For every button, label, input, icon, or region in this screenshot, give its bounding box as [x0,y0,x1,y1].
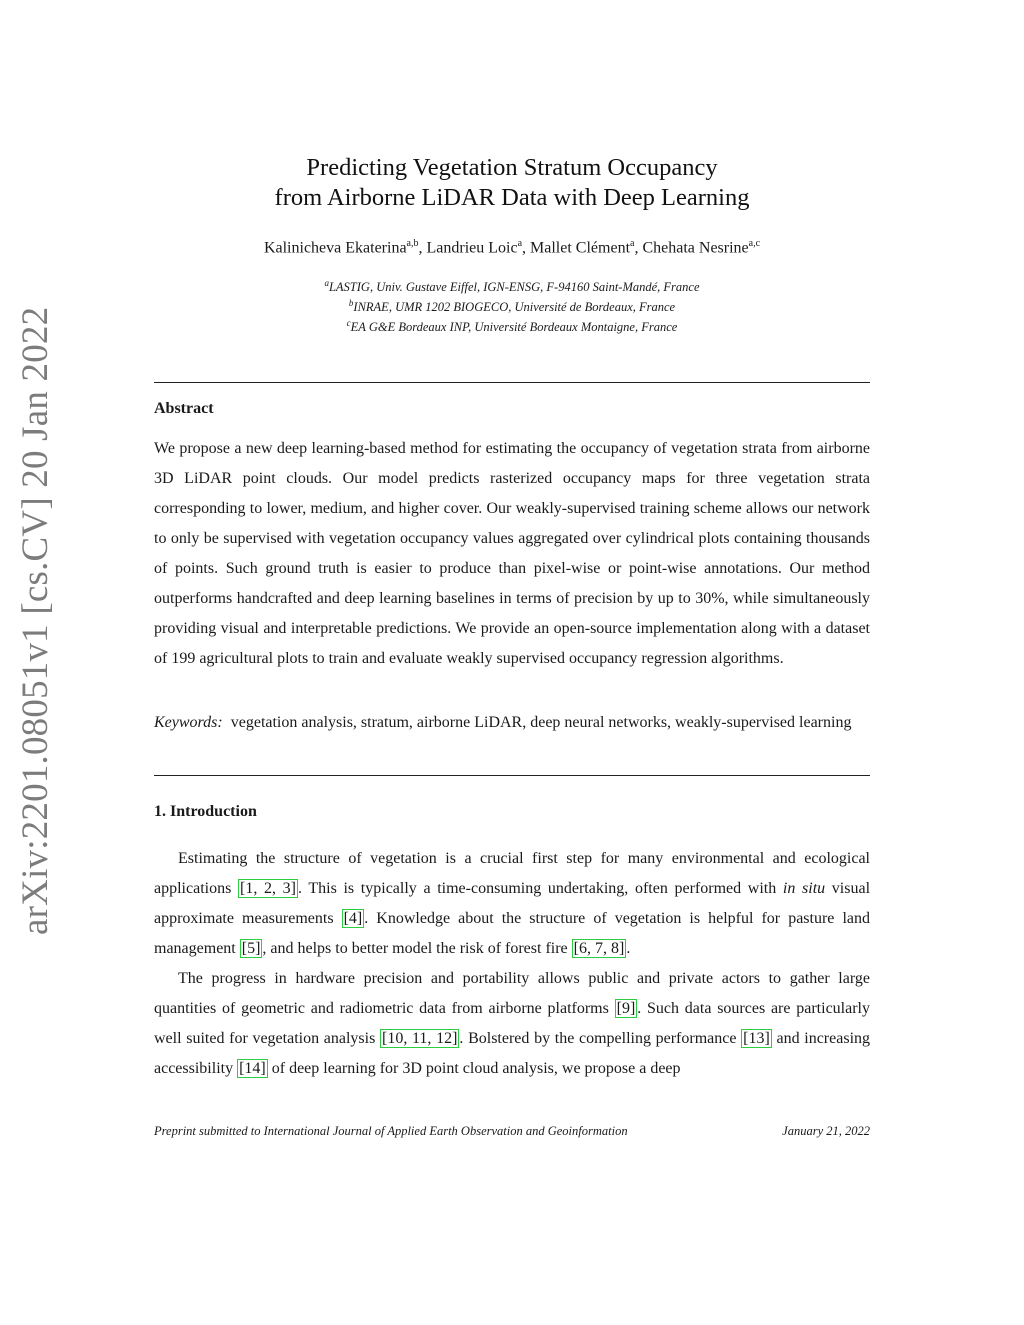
citation-link[interactable]: [9] [616,1000,636,1017]
keywords-text: vegetation analysis, stratum, airborne LiDAR, deep neural networks, weakly-supervised learning [230,714,852,731]
author-list: Kalinicheva Ekaterina$^{a,b}$, Landrieu Loic$^a$, Mallet Clément$^a$, Chehata Nesrine$^{a,c}$ [263,238,761,257]
citation-link[interactable]: [1, 2, 3] [239,880,296,897]
author-sup: a [517,238,523,249]
affiliations [154,275,870,335]
section-heading-introduction: 1. Introduction [154,803,257,820]
abstract-bottom-rule [154,775,870,776]
keywords [154,708,870,737]
citation-link[interactable]: [14] [239,1060,266,1077]
citation-link[interactable]: [10, 11, 12] [381,1030,458,1047]
footer-journal: Preprint submitted to International Journal of Applied Earth Observation and Geoinformation [154,1124,628,1138]
abstract-top-rule [154,382,870,383]
footer-date: January 21, 2022 [782,1124,870,1138]
author-name: Kalinicheva Ekaterina [263,239,407,257]
abstract-text: We propose a new deep learning-based method for estimating the occupancy of vegetation strata from airborne 3D LiDAR point clouds. Our model predicts rasterized occupancy maps for three vegetation strata corresponding to lower, medium, and higher cover. Our weakly-supervised training scheme allows our network to only be supervised with vegetation occupancy values aggregated over cylindrical plots containing thousands of points. Such ground truth is easier to produce than pixel-wise or point-wise annotations. Our method outperforms handcrafted and deep learning baselines in terms of precision by up to 30%, while simultaneously providing visual and interpretable predictions. We provide an open-source implementation along with a dataset of 199 agricultural plots to train and evaluate weakly supervised occupancy regression algorithms. [154,440,870,667]
abstract-heading: Abstract [154,400,214,417]
keywords-label: Keywords: [154,714,223,731]
intro-paragraph-1: Estimating the structure of vegetation is a crucial first step for many environmental and ecological applications [1, 2, 3] . This is typically a time-consuming undertaking, often performed with in situ visual approximate measurements [4] . Knowledge about the structure of vegetation is helpful for pasture land management [5] , and helps to better model the risk of forest fire [6, 7, 8] . [154,850,871,957]
page-footer [154,1124,870,1139]
author-sup: a,c [748,238,761,249]
author-sup: a,b [406,238,419,249]
author-sup: a [630,238,635,249]
intro-paragraph-2: The progress in hardware precision and portability allows public and private actors to gather large quantities of geometric and radiometric data from airborne platforms [9] . Such data sources are particularly well suited for vegetation analysis [10, 11, 12] . Bolstered by the compelling performance [13] and increasing accessibility [14] of deep learning for 3D point cloud analysis, we propose a deep [154,970,871,1077]
affiliation: $^b$INRAE, UMR 1202 BIOGECO, Université de Bordeaux, France [348,298,676,315]
title-line-2: from Airborne LiDAR Data with Deep Learning [274,184,750,211]
author-name: Mallet Clément [530,239,631,257]
citation-link[interactable]: [5] [241,940,261,957]
title-line-1: Predicting Vegetation Stratum Occupancy [306,154,718,181]
affiliation: $^c$EA G&E Bordeaux INP, Université Bordeaux Montaigne, France [346,318,678,335]
citation-link[interactable]: [6, 7, 8] [573,940,625,957]
paper-title [154,153,870,213]
author-name: Landrieu Loic [426,239,518,257]
citation-link[interactable]: [13] [743,1030,770,1047]
author-name: Chehata Nesrine [642,239,749,257]
arxiv-stamp: arXiv:2201.08051v1 [cs.CV] 20 Jan 2022 [15,306,56,935]
citation-link[interactable]: [4] [343,910,363,927]
affiliation: $^a$LASTIG, Univ. Gustave Eiffel, IGN-ENSG, F-94160 Saint-Mandé, France [324,278,700,295]
